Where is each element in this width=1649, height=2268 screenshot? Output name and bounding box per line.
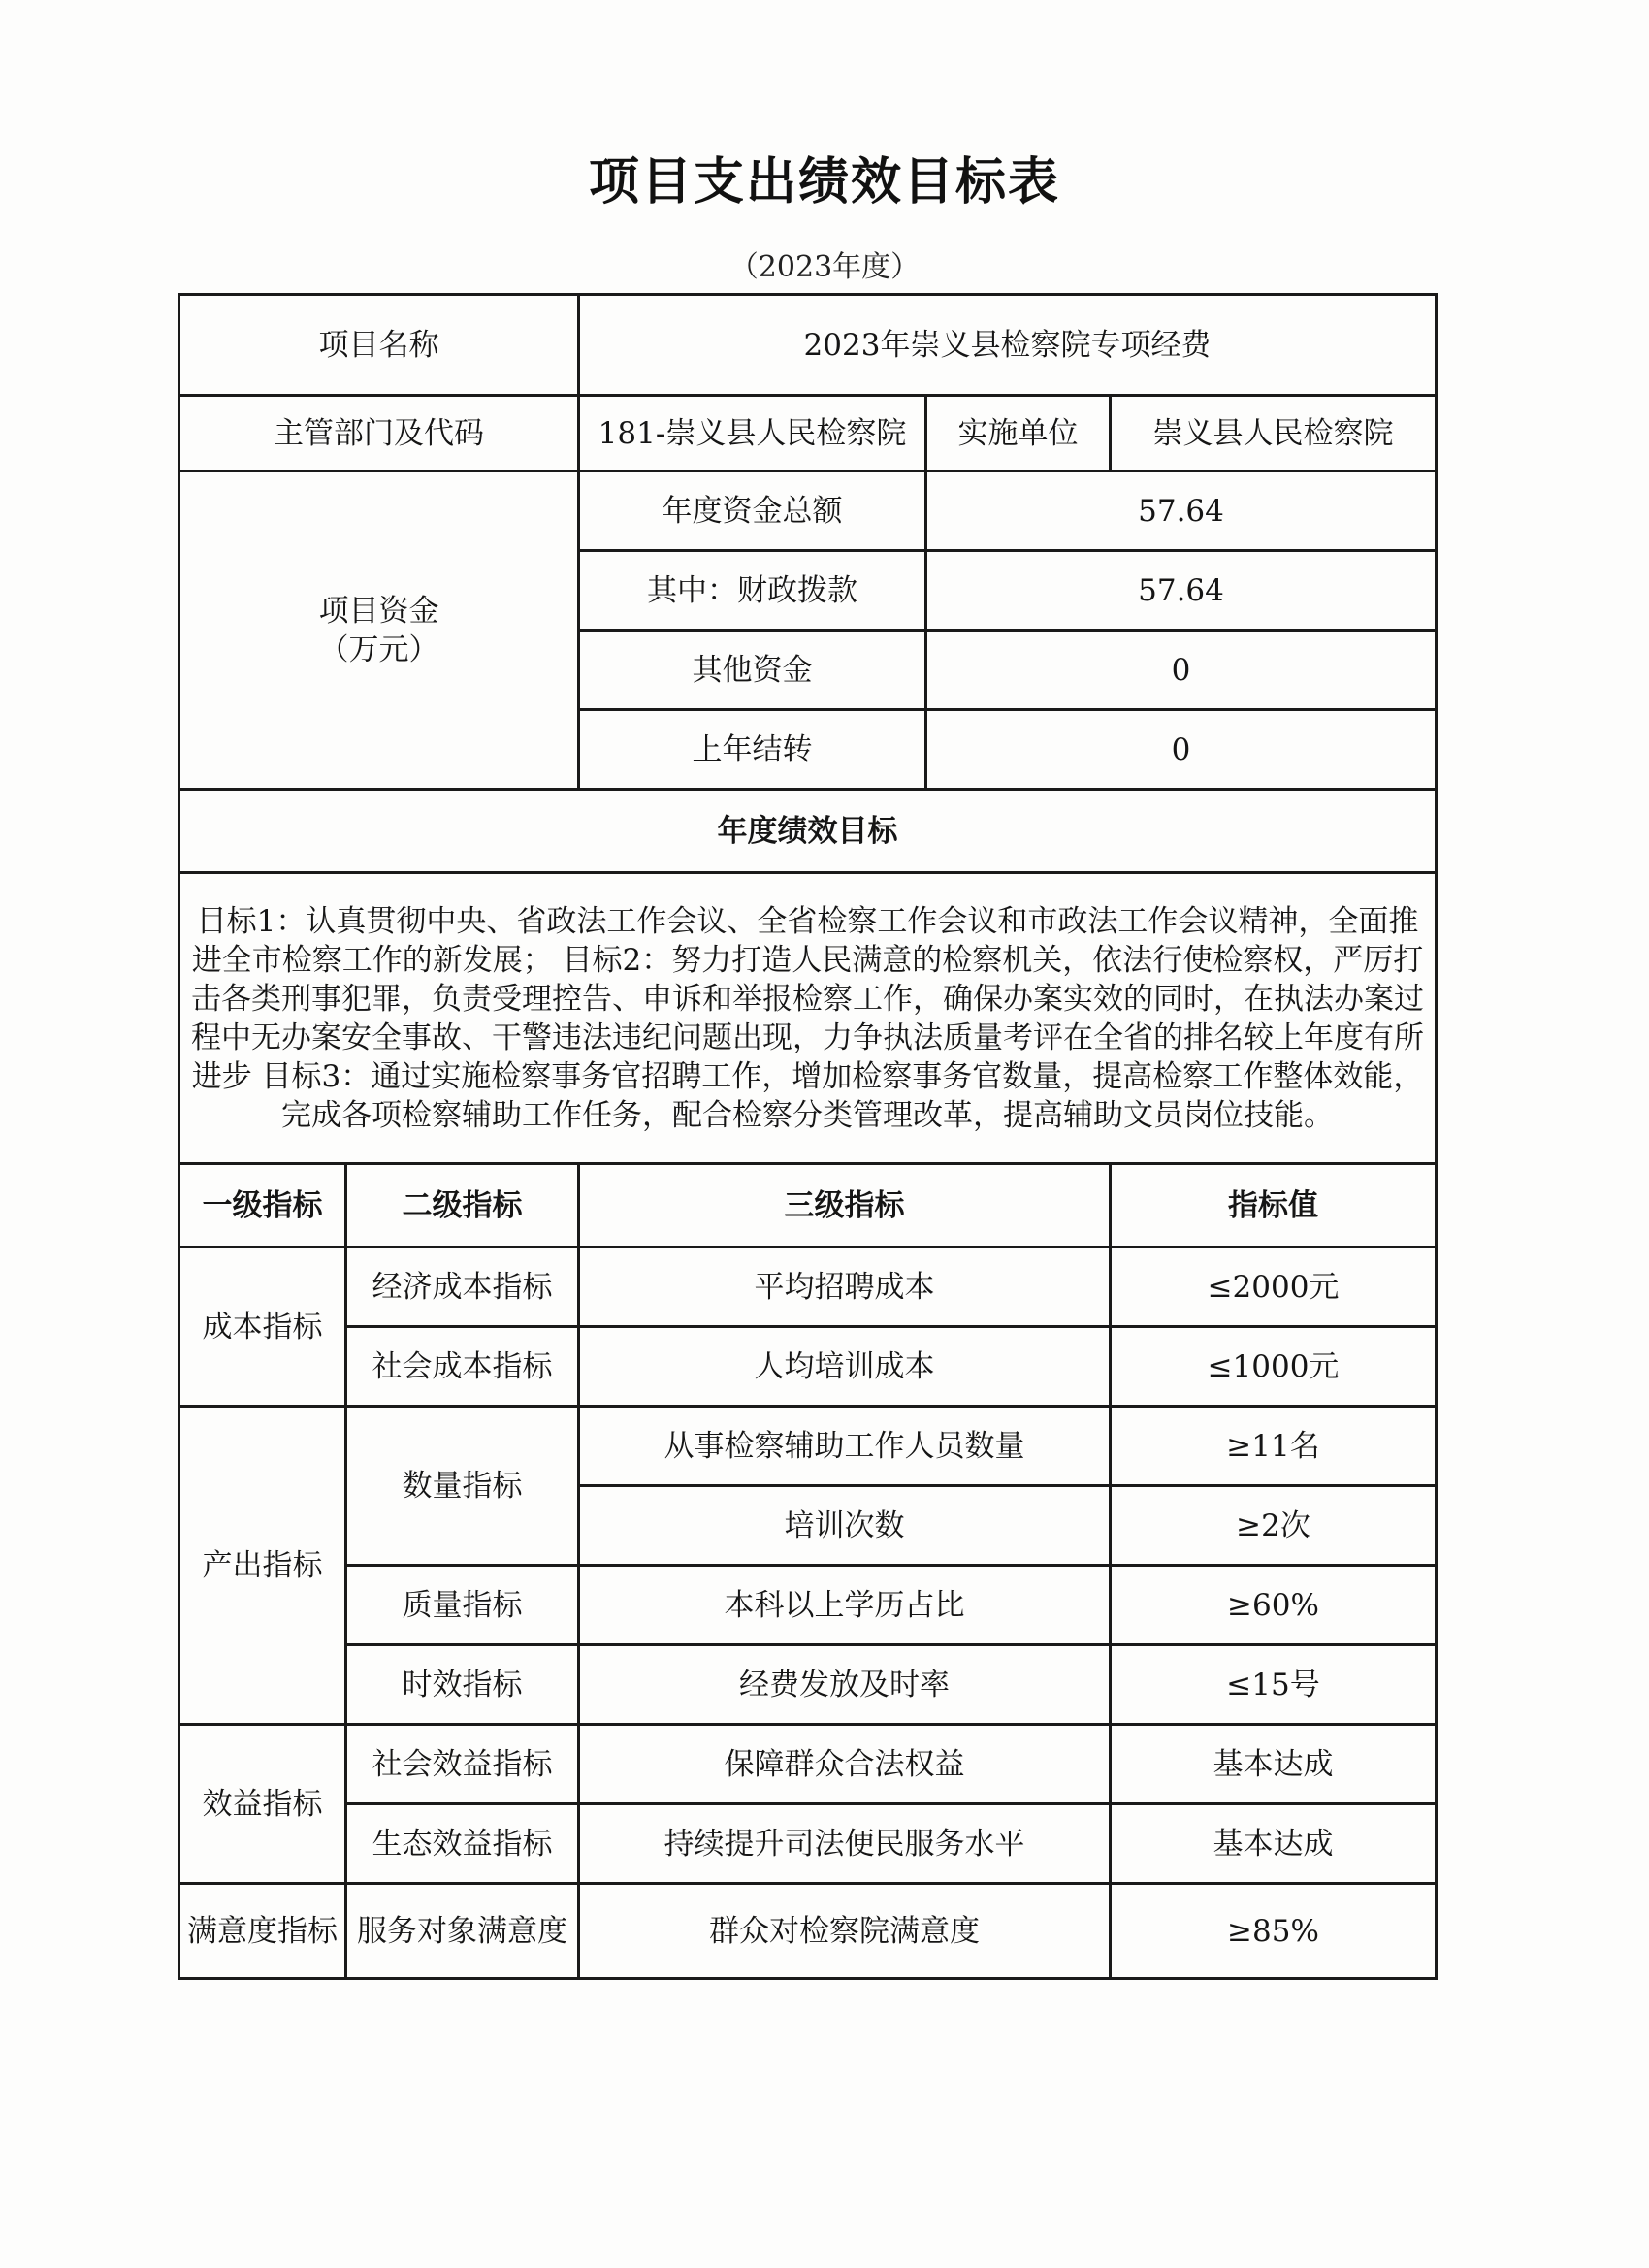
level1-cell: 成本指标: [179, 1247, 346, 1407]
indicator-row: [179, 1645, 1437, 1725]
level3-cell: 经费发放及时率: [579, 1645, 1111, 1725]
funds-row-label: 其中：财政拨款: [579, 551, 926, 631]
indicator-row: [179, 1407, 1437, 1486]
funds-row-value: 0: [926, 631, 1437, 710]
implementing-unit-value: 崇义县人民检察院: [1111, 396, 1437, 471]
level3-cell: 从事检察辅助工作人员数量: [579, 1407, 1111, 1486]
project-name-row: [179, 295, 1437, 396]
level3-cell: 平均招聘成本: [579, 1247, 1111, 1327]
level2-cell: 质量指标: [346, 1566, 579, 1645]
department-label: 主管部门及代码: [179, 396, 579, 471]
goals-heading-row: [179, 790, 1437, 873]
funds-row: [179, 471, 1437, 551]
level2-cell: 经济成本指标: [346, 1247, 579, 1327]
value-cell: ≤15号: [1111, 1645, 1437, 1725]
level3-cell: 持续提升司法便民服务水平: [579, 1804, 1111, 1884]
indicator-row: [179, 1247, 1437, 1327]
funds-label: 项目资金: [318, 593, 439, 629]
level3-cell: 群众对检察院满意度: [579, 1884, 1111, 1979]
funds-unit: （万元）: [318, 632, 439, 667]
level3-cell: 本科以上学历占比: [579, 1566, 1111, 1645]
funds-row-label: 上年结转: [579, 710, 926, 790]
value-cell: ≤2000元: [1111, 1247, 1437, 1327]
implementing-unit-label: 实施单位: [926, 396, 1111, 471]
value-cell: ≥11名: [1111, 1407, 1437, 1486]
funds-row-value: 57.64: [926, 551, 1437, 631]
performance-table: [178, 293, 1438, 1980]
goals-text-row: [179, 873, 1437, 1164]
level1-cell: 满意度指标: [179, 1884, 346, 1979]
value-cell: ≥2次: [1111, 1486, 1437, 1566]
level2-cell: 社会成本指标: [346, 1327, 579, 1407]
level2-cell: 社会效益指标: [346, 1725, 579, 1804]
value-cell: 基本达成: [1111, 1725, 1437, 1804]
funds-row-label: 年度资金总额: [579, 471, 926, 551]
goals-text: 目标1：认真贯彻中央、省政法工作会议、全省检察工作会议和市政法工作会议精神，全面推进全市检察工作的新发展； 目标2：努力打造人民满意的检察机关，依法行使检察权，严厉打击各类刑事犯罪，负责受理控告、申诉和举报检察工作，确保办案实效的同时，在执法办案过程中无办案安全事故、干警违法违纪问题出现，力争执法质量考评在全省的排名较上年度有所进步 目标3：通过实施检察事务官招聘工作，增加检察事务官数量，提高检察工作整体效能，完成各项检察辅助工作任务，配合检察分类管理改革，提高辅助文员岗位技能。: [179, 873, 1437, 1164]
indicator-row: [179, 1327, 1437, 1407]
goals-heading: 年度绩效目标: [179, 790, 1437, 873]
level2-cell: 服务对象满意度: [346, 1884, 579, 1979]
level3-cell: 人均培训成本: [579, 1327, 1111, 1407]
level2-cell: 时效指标: [346, 1645, 579, 1725]
department-row: [179, 396, 1437, 471]
header-level2: 二级指标: [346, 1164, 579, 1247]
level3-cell: 保障群众合法权益: [579, 1725, 1111, 1804]
value-cell: 基本达成: [1111, 1804, 1437, 1884]
indicator-row: [179, 1884, 1437, 1979]
header-level3: 三级指标: [579, 1164, 1111, 1247]
value-cell: ≥85%: [1111, 1884, 1437, 1979]
level2-cell: 生态效益指标: [346, 1804, 579, 1884]
value-cell: ≤1000元: [1111, 1327, 1437, 1407]
document-year: （2023年度）: [728, 250, 921, 284]
header-value: 指标值: [1111, 1164, 1437, 1247]
level3-cell: 培训次数: [579, 1486, 1111, 1566]
funds-row-value: 0: [926, 710, 1437, 790]
level2-cell: 数量指标: [346, 1407, 579, 1566]
indicator-row: [179, 1804, 1437, 1884]
indicator-row: [179, 1566, 1437, 1645]
indicator-row: [179, 1725, 1437, 1804]
funds-label-cell: [179, 471, 579, 790]
project-name-value: 2023年崇义县检察院专项经费: [579, 295, 1437, 396]
project-name-label: 项目名称: [179, 295, 579, 396]
funds-row-label: 其他资金: [579, 631, 926, 710]
department-value: 181-崇义县人民检察院: [579, 396, 926, 471]
level1-cell: 产出指标: [179, 1407, 346, 1725]
header-level1: 一级指标: [179, 1164, 346, 1247]
indicator-header-row: [179, 1164, 1437, 1247]
value-cell: ≥60%: [1111, 1566, 1437, 1645]
level1-cell: 效益指标: [179, 1725, 346, 1884]
funds-row-value: 57.64: [926, 471, 1437, 551]
document-title: 项目支出绩效目标表: [588, 153, 1060, 211]
